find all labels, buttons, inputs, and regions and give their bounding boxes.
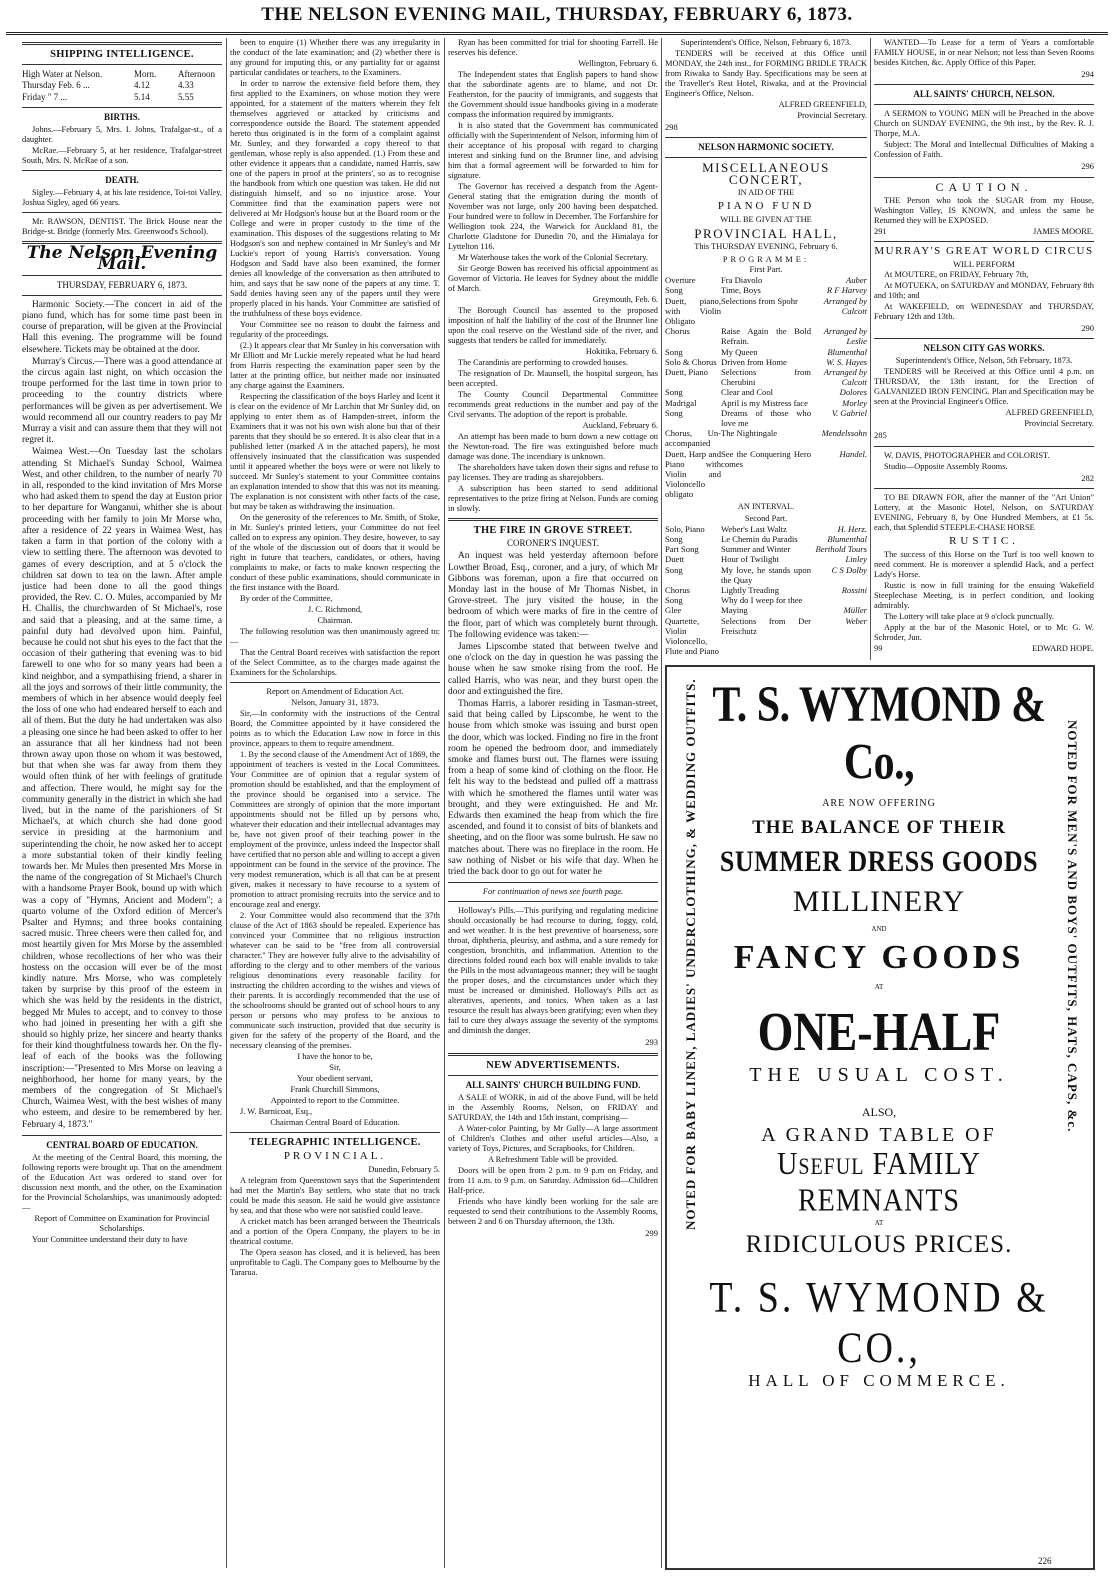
article-paragraph: The Governor has received a despatch from the Agent-General stating that the emigration during the month of November was not large, only 200 having been despatched. Four hundred were to follow in December. The Forfarshire for Wellington took 224, the Warwick for Auckland 81, the Charlotte Gladstone for Dunedin 70, and the Himalaya for Lyttelton 116. — [448, 182, 658, 251]
column-rule — [870, 38, 871, 660]
concert-date: This THURSDAY EVENING, February 6. — [694, 242, 838, 252]
concert-sub: IN AID OF THE — [737, 187, 795, 197]
column-3 — [448, 38, 658, 1568]
programme-kind: Glee — [665, 605, 682, 616]
programme-row — [665, 285, 867, 295]
inquest-heading: CORONER'S INQUEST. — [507, 538, 599, 549]
signature-line: Appointed to report to the Committee. — [270, 1096, 400, 1105]
programme-title: My love, he stands upon the Quay — [721, 564, 811, 585]
programme-row — [665, 367, 867, 387]
article-paragraph: A telegram from Queenstown says that the Superintendent had met the Martin's Bay settlers, who state that no track could be made this season. He said he would give assistance by sea, and that those who were not satisfied could leave. — [230, 1176, 440, 1216]
ad-paragraph: Doors will be open from 2 p.m. to 9 p.m on Friday, and from 11 a.m. to 9 p.m. on Saturday. Admission 6d—Children Half-price. — [448, 1165, 658, 1195]
article-paragraph: The resignation of Dr. Maunsell, the hospital surgeon, has been accepted. — [448, 369, 658, 388]
programme-title — [721, 656, 811, 658]
given-at: WILL BE GIVEN AT THE — [720, 215, 812, 225]
article-paragraph: (2.) It appears clear that Mr Sunley in his conversation with Mr Elliott and Mr Luckie merely repeated what he had heard from Harris respecting the examination paper seen by the latter at the printing office, but neither made nor insinuated any charge against the Examiners. — [230, 341, 440, 390]
new-ads-heading: NEW ADVERTISEMENTS. — [486, 1059, 620, 1071]
ad-line: RIDICULOUS PRICES. — [745, 1231, 1013, 1258]
programme-title: Dreams of those who love me — [721, 407, 811, 429]
programme-row — [665, 347, 867, 357]
programme-composer: Blumenthal — [827, 533, 867, 544]
programme-composer: V. Gabriel — [831, 407, 867, 418]
dateline: Wellington, February 6. — [578, 59, 658, 68]
article-paragraph: Mr Waterhouse takes the work of the Colonial Secretary. — [458, 253, 649, 262]
tide-row: Thursday Feb. 6 ... 4.12 4.33 — [22, 80, 194, 91]
article-paragraph: An attempt has been made to burn down a new cottage on the Newton-road. The fire was extinguished before much damage was done. The incendiary is unknown. — [448, 432, 658, 461]
programme-kind: Duett, Piano — [665, 367, 708, 378]
ad-number: 290 — [1081, 323, 1094, 334]
hall-name: PROVINCIAL HALL, — [694, 226, 838, 242]
programme-title: Fra Diavolo — [721, 275, 763, 286]
ad-line: AT — [874, 1219, 884, 1227]
programme-title: April is my Mistress face — [721, 397, 808, 408]
programme-title: Hour of Twilight — [721, 554, 779, 565]
article-paragraph: Your Committee understand their duty to have — [32, 1235, 188, 1245]
programme-composer: Auber — [845, 275, 867, 286]
column-5 — [874, 38, 1094, 658]
programme-kind: Song — [665, 564, 683, 575]
article-paragraph: The Carandinis are performing to crowded houses. — [458, 358, 629, 367]
tide-header: High Water at Nelson. Morn. Afternoon — [22, 69, 215, 80]
gas-signature: ALFRED GREENFIELD, — [1005, 408, 1094, 418]
ad-line: A GRAND TABLE OF — [761, 1124, 997, 1146]
programme-title: Summer and Winter — [721, 544, 791, 555]
programme-kind: Chorus, Un-accompanied — [665, 428, 721, 449]
programme-row — [665, 326, 867, 346]
programme-composer: C S Dolby — [831, 564, 867, 575]
programme-kind: Chorus — [665, 326, 690, 337]
report-heading: Report of Committee on Examination for Provincial Scholarships. — [34, 1214, 210, 1234]
article-paragraph: Your Committee see no reason to doubt the fairness and regularity of the proceedings. — [230, 320, 440, 339]
signature-line: I have the honor to be, — [297, 1052, 373, 1061]
programme-title: See the Conquering Hero comes — [721, 448, 811, 469]
column-4 — [665, 38, 867, 658]
birth-notice: McRae.—February 5, at her residence, Trafalgar-street South, Mrs. N. McRae of a son. — [22, 146, 222, 166]
programme-title: Selections from Der Freischutz — [721, 615, 811, 636]
masthead: THE NELSON EVENING MAIL, THURSDAY, FEBRUARY 6, 1873. — [261, 4, 853, 25]
article-paragraph: In order to narrow the extensive field before them, they first applied to the Examiners, on whose motion they were appointed, for a statement of the matters wherein they felt themselves aggrieved or attacked by criticisms and correspondence outside the Board. The statement appended hereto thus originated is in the form of a complaint against Mr. Sunley, and they forwarded a copy thereof to that gentleman, whose reply is also appended. (1.) From these and other evidence it appears that a candidate, named Harris, saw one of the papers in proof at the printers', so as to recognise the handbook from which one question was taken. He did not distinguish himself, and so no injustice arose. Your Committee find that the examination papers were not delivered at Mr Hodgson's house but at the Board room or the College and were in proper custody to the time of the examination. This disposes of the suggestions relating to Mr Hodgson's son and nephew contained in Mr Sunley's and Mr Luckie's report of young Harris's conversation. Young Hodgson and Sadd have also been examined, the former denies all knowledge of the conversation as then attributed to him, and says that he saw none of the papers at any time. T. Sadd denies having seen any of the papers until they were properly placed in his hands. Your Committee are satisfied of the truthfulness of these boys evidence. — [230, 79, 440, 318]
signature-line: Your obedient servant, — [297, 1074, 373, 1083]
ad-number: 226 — [1038, 1556, 1052, 1566]
article-paragraph: The Independent states that English papers to hand show that the subordinate agents are to blame, and not Dr. Featherston, for the paucity of immigrants, and suggests that the Government should issue handbooks giving in a moderate compass the information required by immigrants. — [448, 70, 658, 119]
davis-ad: W. DAVIS, PHOTOGRAPHER and COLORIST. — [884, 450, 1050, 460]
column-rule — [444, 38, 445, 1568]
programme-composer: Weber — [845, 615, 867, 626]
programme-kind: Song — [665, 285, 683, 296]
programme-composer: Dolores — [839, 387, 867, 398]
programme-row — [665, 428, 867, 448]
piano-fund: PIANO FUND — [717, 199, 815, 212]
ad-line: Useful FAMILY REMNANTS — [777, 1146, 981, 1219]
raffle-ad: TO BE DRAWN FOR, after the manner of the "Art Union" Lottery, at the Masonic Hotel, Nelson, on SATURDAY EVENING, February 8, by One Hundred Members, at £1 5s. each, that Splendid STEEPLE-CHASE HORSE — [874, 492, 1094, 532]
programme-part-2 — [665, 524, 867, 658]
gas-signature: Provincial Secretary. — [1024, 419, 1094, 429]
ad-side-text-left: NOTED FOR BABY LINEN, LADIES' UNDERCLOTHING, & WEDDING OUTFITS. — [683, 678, 698, 1230]
circus-date: At MOUTERE, on FRIDAY, February 7th, — [884, 270, 1029, 280]
column-2 — [230, 38, 440, 1568]
concert-title: MISCELLANEOUS CONCERT, — [702, 160, 830, 187]
ad-line: ARE NOW OFFERING — [822, 798, 936, 809]
programme-label: PROGRAMME: — [722, 255, 810, 265]
article-paragraph: It is also stated that the Government has communicated officially with the Superintendent of Nelson, informing him of their acceptance of his proposal with regard to charging interest and sinking fund on the Brunner line, and advising him that a formal agreement will be forwarded to him for signature. — [448, 121, 658, 180]
ad-line: ONE-HALF — [757, 1000, 1001, 1063]
signature-line: Sir, — [329, 1063, 341, 1072]
tender-signature: ALFRED GREENFIELD, — [778, 100, 867, 109]
gas-office: Superintendent's Office, Nelson, 5th February, 1873. — [895, 356, 1073, 366]
hall-of-commerce: HALL OF COMMERCE. — [748, 1371, 1010, 1390]
article-paragraph: Harmonic Society.—The concert in aid of the piano fund, which has for some time past been in course of preparation, will be given at the Provincial Hall this evening. The programme will be found elsewhere. Tickets may be obtained at the door. — [22, 299, 222, 355]
ad-number: 291 — [874, 226, 887, 236]
article-paragraph: An inquest was held yesterday afternoon before Lowther Broad, Esq., coroner, and a jury, of which Mr Gibbons was foreman, upon a fire that occurred on Monday last in the house of Mr Thomas Nisbet, in Grove-street. The jury visited the house, in the bedroom of which were marks of fire in the centre of the floor, part of which was completely burnt through. The following evidence was taken:— — [448, 551, 658, 640]
programme-composer: Arranged by Leslie — [823, 326, 867, 347]
programme-row — [665, 534, 867, 544]
report-heading: Report on Amendment of Education Act. — [266, 687, 404, 696]
tender-signature: Provincial Secretary. — [797, 111, 867, 120]
ad-line: THE USUAL COST. — [749, 1064, 1009, 1086]
rustic-name: RUSTIC. — [949, 534, 1019, 547]
programme-row — [665, 595, 867, 605]
ad-number: 299 — [645, 1227, 658, 1238]
programme-kind: Solo, Piano — [665, 523, 705, 534]
article-paragraph: By order of the Committee, — [240, 594, 333, 603]
programme-composer: Arranged by Calcott — [823, 295, 867, 316]
programme-kind: Duett — [665, 554, 685, 565]
programme-composer: Morley — [842, 397, 867, 408]
programme-title: My Queen — [721, 346, 758, 357]
ad-line: FANCY GOODS — [733, 939, 1025, 976]
column-1 — [22, 38, 222, 1568]
programme-composer: Arranged by Calcott — [823, 367, 867, 388]
programme-kind: Overture — [665, 275, 696, 286]
ad-number: 293 — [645, 1037, 658, 1048]
column-rule — [661, 38, 662, 1568]
ad-number: 282 — [1081, 472, 1094, 483]
wanted-ad: WANTED—To Lease for a term of Years a comfortable FAMILY HOUSE, in or near Nelson; not less than Seven Rooms besides Kitchen, &c. Apply Office of this Paper. — [874, 38, 1094, 67]
circus-date: At MOTUEKA, on SATURDAY and MONDAY, February 8th and 10th; and — [874, 281, 1094, 301]
programme-composer — [811, 656, 867, 658]
caution-text: THE Person who took the SUGAR from my House, Washington Valley, IS KNOWN, and unless the same be Returned they will be EXPOSED. — [874, 195, 1094, 225]
article-paragraph: Respecting the classification of the boys Harley and Icent it is clear on the evidence of Mr Larchin that Mr Sunley did, on applying to enter them as of Hampden-street, inform the Examiners that it was not his own wish alone but that of their parents that they should be so entered. It is also clear that in a published letter (marked A in the attached papers), he most offensively insinuated that the classification was suspended until it appeared whether the boys were or were not likely to succeed. Mr Sunley's statement to your Committee contains an explanation intended to show that this was not its meaning. The explanation is not consistent with other facts of the case, but may be taken as withdrawing the insinuation. — [230, 392, 440, 511]
article-paragraph: Murray's Circus.—There was a good attendance at the circus again last night, on which occasion the troupe performed for the last time in town prior to proceeding to the country districts where performances will be given as per advertisement. We would recommend all our country readers to pay Mr Murray a visit and can assure them that they will not regret it. — [22, 356, 222, 446]
ad-paragraph: Friends who have kindly been working for the sale are requested to send their contributions to the Assembly Rooms, between 2 and 6 on Thursday afternoon, the 13th. — [448, 1196, 658, 1226]
programme-title: Maying — [721, 605, 748, 616]
article-paragraph: A subscription has been started to send additional representatives to the prize firing at Nelson. Funds are coming in slowly. — [448, 484, 658, 513]
ad-line: AND — [871, 925, 887, 933]
programme-composer: Müller — [843, 605, 867, 616]
programme-title: Time, Boys — [721, 285, 761, 296]
programme-row — [665, 616, 867, 657]
article-paragraph: James Lipscombe stated that between twelve and one o'clock on the day in question he was passing the house when he saw smoke rising from the roof. He called Harris, who was near, and they burst open the door and extinguished the fire. — [448, 642, 658, 697]
programme-title: Clear and Cool — [721, 387, 774, 398]
tide-row: Friday " 7 ... 5.14 5.55 — [22, 91, 194, 102]
ad-line: SUMMER DRESS GOODS — [719, 844, 1039, 879]
programme-kind: Song — [665, 595, 683, 606]
death-notice: Sigley.—February 4, at his late residence, Toi-toi Valley, Joshua Sigley, aged 66 years. — [22, 188, 222, 208]
programme-composer: Mendelssohn — [821, 428, 867, 439]
article-paragraph: The Borough Council has assented to the proposed imposition of half the liability of the cost of the Brunner line upon the coal reserve on the Westland side of the river, and suggests that tenders be called for immediately. — [448, 306, 658, 345]
first-part-label: First Part. — [749, 265, 783, 275]
programme-kind: Duett, Harp and Piano with Violin and Violoncello obligato — [665, 448, 721, 500]
programme-kind: Song — [665, 387, 683, 398]
programme-title: Le Chemin du Paradis — [721, 533, 798, 544]
programme-kind: Duett, piano, with Violin Obligato — [665, 295, 721, 327]
programme-row — [665, 554, 867, 564]
caution-signature: JAMES MOORE. — [1033, 226, 1094, 236]
shipping-heading: SHIPPING INTELLIGENCE. — [50, 49, 194, 60]
programme-composer: Handel. — [839, 448, 867, 459]
ad-paragraph: A Refreshment Table will be provided. — [488, 1154, 618, 1164]
programme-row — [665, 585, 867, 595]
programme-title: Selections from Cherubini — [721, 367, 811, 388]
raffle-paragraph: Rustic is now in full training for the ensuing Wakefield Steeplechase Meeting, is in perfect condition, and looking admirably. — [874, 581, 1094, 611]
davis-sub: Studio—Opposite Assembly Rooms. — [884, 461, 1008, 471]
ad-side-text-right: NOTED FOR MEN'S AND BOYS' OUTFITS, HATS, CAPS, &c. — [1065, 720, 1080, 1133]
column-rule — [226, 38, 227, 1568]
second-part-label: Second Part. — [744, 513, 788, 523]
programme-row — [665, 296, 867, 327]
tender-text: TENDERS will be received at this Office until MONDAY, the 24th inst., for FORMING BRIDLE TRACK from Riwaka to Sandy Bay. Specifications may be seen at the Traveller's Rest Hotel, Riwaka, and at the Provincial Engineer's Office, Nelson. — [665, 49, 867, 98]
death-heading: DEATH. — [105, 175, 139, 186]
programme-kind: Quartette, Violin Violoncello, Flute and Piano — [665, 615, 719, 657]
dateline: Auckland, February 6. — [582, 421, 658, 430]
programme-row — [665, 387, 867, 397]
dateline: Hokitika, February 6. — [585, 347, 658, 356]
tender-office: Superintendent's Office, Nelson, February 6, 1873. — [680, 38, 852, 47]
programme-row — [665, 449, 867, 500]
article-paragraph: Sir,—In conformity with the instructions of the Central Board, the Committee appointed by it have considered the points as to which the Education Law now in force in this province, appears to them to require amendment. — [230, 709, 440, 748]
sermon-ad: A SERMON to YOUNG MEN will be Preached in the above Church on SUNDAY EVENING, the 9th inst., by the Rev. R. J. Thorpe, M.A. — [874, 109, 1094, 139]
holloway-ad: Holloway's Pills.—This purifying and regulating medicine should occasionally be had recourse to during, foggy, cold, and wet weather. It is the best preventive of hoarseness, sore throat, diphtheria, pleurisy, and asthma, and a sure remedy for congestion, bronchitis, and inflammation. Attention to the directions folded round each box will enable invalids to take the Pills in the most advantageous manner; they will be taught the proper doses, and the circumstances under which they must be increased or diminished. Holloway's Pills act as alteratives, aperients, and tonics. When taken as a last resource the result has always been gratifying; even when they fail to cure they always assuage the severity of the symptoms and diminish the danger. — [448, 906, 658, 1036]
ad-paragraph: A Water-color Painting, by Mr Gully—A large assortment of Children's Clothes and other useful articles—Also, a variety of Toys, Pictures, and Scrapbooks, for Children. — [448, 1123, 658, 1153]
article-paragraph: Waimea West.—On Tuesday last the scholars attending St Michael's Sunday School, Waimea West, and other children, to the number of nearly 70 in all, responded to the kind invitation of Mrs Morse who had asked them to spend the day at Euston prior to her departure for Wanganui, whither she is about proceeding with her family to join Mr Morse who, after a residence of 22 years in Waimea West, has taken a farm in that portion of the colony with a view to settling there. The afternoon was devoted to games of every description, and at 5 o'clock the children sat down to tea on the lawn. After ample justice had been done to all the good things provided, the Rev. C. O. Mules, accompanied by Mr H. Challis, the churchwarden of St Michael's, rose and said that a pleasing, and at the same time, a painful duty had devolved upon him. Painful, because he could not shut his eyes to the fact that the occasion of their gathering that evening was to bid farewell to one who for so many years had been a kind neighbor, and a sympathising friend, a sharer in all the joys and sorrows of their little community, the members of which in her absence would deeply feel the loss of one who had endeared herself to each and all of them. But the duty he had undertaken was also a pleasing one since he had been asked to offer to her an assurance that all her kindness had not been thrown away upon those on whom it was bestowed, but that when she was far away from them they would often think of her with feelings of gratitude and affection. There would, he might say for the community generally in the district in which she had lived, but in the name of the parishioners of St Michael's, at which church she had done good service in presiding at the harmonium and superintending the choir, he now asked her to accept a more substantial token of their kindly feeling towards her. Mr Mules then presented Mrs Morse in the name of the congregation of St Michael's Church with a handsome Prayer Book, bound up with which was a copy of "Hymns, Ancient and Modern"; a quarto volume of the Oxford edition of Mercer's Psalter and Hymns; and three books containing sacred music. Three cheers were then called for, and most heartily given for Mrs Morse by the assembled children, whose recollections of her who was their hostess on the occasion will ever be of the most kindly nature. Mrs Morse, who was completely taken by surprise by this proof of the esteem in which she was held by the residents in the district, begged Mr Mules to accept, and to convey to those who had joined in presenting her with a gift she should so highly prize, her sincere and hearty thanks for their kind thoughtfulness towards her. On the fly-leaf of each of the books was the following inscription:—"Presented to Mrs Morse on leaving a neighborhood, her home for many years, by the members of the congregation of St Michael's Church, Waimea West, with the best wishes of many who esteem, and desire to be remembered by her. February 4, 1873." — [22, 447, 222, 1130]
dateline: Greymouth, Feb. 6. — [592, 295, 658, 304]
programme-composer: Berthold Tours — [815, 544, 867, 555]
gas-text: TENDERS will be Received at this Office until 4 p.m. on THURSDAY, the 13th instant, for the Erection of GALVANIZED IRON FENCING. Plan and Specification may be seen at the Provincial Engineer's Office. — [874, 367, 1094, 407]
circus-heading: MURRAY'S GREAT WORLD CIRCUS — [874, 244, 1094, 257]
article-paragraph: been to enquire (1) Whether there was any irregularity in the conduct of the late examination; and (2) whether there is any ground for imputing this, or any partiality for or against particular candidates or teachers, to the Examiners. — [230, 38, 440, 77]
raffle-paragraph: The Lottery will take place at 9 o'clock punctually. — [884, 612, 1055, 622]
ad-number: 298 — [665, 122, 678, 132]
programme-row — [665, 408, 867, 428]
dateline: THURSDAY, FEBRUARY 6, 1873. — [56, 279, 188, 290]
gas-heading: NELSON CITY GAS WORKS. — [923, 343, 1045, 354]
sermon-subject: Subject: The Moral and Intellectual Difficulties of Making a Confession of Faith. — [874, 140, 1094, 160]
programme-row — [665, 565, 867, 585]
allsaints-fund-heading: ALL SAINTS' CHURCH BUILDING FUND. — [465, 1079, 641, 1090]
paper-title: The Nelson Evening Mail. — [26, 243, 218, 275]
article-paragraph: 1. By the second clause of the Amendment Act of 1869, the appointment of teachers is vested in the Local Committees. Your Committee are of opinion that a regular system of promotion should be established, and that the employment of the province should be organised into a service. The Committees are strongly of opinion that the more important appointments should not be filled up by persons who, whatever their education and their intellectual advantages may be, have not given proof of their teaching power in the employment of the province, unless indeed the Inspector shall have certified that no person able and willing to accept a given appointment can be found in the service of the province. The very modest remuneration, which is all that can be at present given, makes it necessary to have recourse to a system of promotion to attract promising recruits into the service and to encourage zeal and energy. — [230, 750, 440, 909]
programme-row — [665, 544, 867, 554]
programme-title: Weber's Last Waltz — [721, 523, 787, 534]
programme-row — [665, 605, 867, 615]
ad-line: AT — [874, 983, 884, 991]
programme-kind: Song — [665, 346, 683, 357]
article-paragraph: 2. Your Committee would also recommend that the 37th clause of the Act of 1863 should be repealed. Experience has convinced your Committee that no religious instruction whatever can be said to be "free from all controversial character." They are however fully alive to the advisability of affording to the clergy and to other members of the various religious denominations every reasonable facility for instructing the children according to the wishes and views of their parents. It is accordingly recommended that the use of the schoolrooms should be granted out of school hours to any person or persons who may profess to be anxious to communicate such instruction, provided that due security is given for the safety of the property of the Board, and the necessary cleansing of the premises. — [230, 911, 440, 1050]
article-paragraph: The County Council Departmental Committee recommends great reductions in the number and pay of the Civil servants. The adoption of the report is probable. — [448, 390, 658, 419]
firm-name-footer: T. S. WYMOND & CO., — [709, 1273, 1049, 1373]
programme-row — [665, 275, 867, 285]
signature-line: J. W. Barnicoat, Esq., — [240, 1107, 313, 1116]
article-paragraph: At the meeting of the Central Board, this morning, the following reports were brought up. That on the amendment of the Education Act was ordered to stand over for discussion next month, and the other, on the Examination for the Provincial Scholarships, was unanimously adopted:— — [22, 1153, 222, 1213]
programme-row — [665, 357, 867, 367]
programme-composer: Blumenthal — [827, 346, 867, 357]
article-paragraph: On the generosity of the references to Mr. Smith, of Stoke, in Mr. Sunley's printed letters, your Committee do not feel called on to express any opinion. They desire, however, to say of the whole of the discussion out of doors that it would be right in future that teachers, candidates, or others, having complaints to make, or facts to make known respecting the conduct of these public examinations, should communicate in the first instance with the Board. — [230, 513, 440, 592]
caution-heading: CAUTION. — [935, 179, 1033, 194]
ad-number: 294 — [1081, 69, 1094, 79]
article-paragraph: The Opera season has closed, and it is believed, has been unprofitable to Cagli. The Company goes to Melbourne by the Tararua. — [230, 1248, 440, 1278]
report-date: Nelson, January 31, 1873. — [291, 698, 379, 707]
wymond-ad — [700, 672, 1058, 1391]
programme-title: Raise Again the Bold Refrain. — [721, 326, 811, 347]
interval-label: AN INTERVAL. — [737, 501, 795, 511]
births-heading: BIRTHS. — [104, 111, 140, 122]
raffle-paragraph: The success of this Horse on the Turf is too well known to need comment. He is moreover a splendid Hack, and a perfect Lady's Horse. — [874, 550, 1094, 580]
dateline: Dunedin, February 5. — [368, 1165, 440, 1175]
article-paragraph: The following resolution was then unanimously agreed to:— — [230, 627, 440, 646]
programme-kind: Solo & Chorus — [665, 356, 717, 367]
ad-line: MILLINERY — [792, 885, 966, 918]
programme-row — [665, 656, 867, 658]
raffle-paragraph: Apply at the bar of the Masonic Hotel, or to Mr. G. W. Schroder, Jun. — [874, 623, 1094, 643]
article-paragraph: That the Central Board receives with satisfaction the report of the Select Committee, as to the charges made against the Examiners for the Scholarships. — [230, 648, 440, 677]
programme-part-1 — [665, 275, 867, 499]
programme-kind: Song — [665, 533, 683, 544]
harmonic-heading: NELSON HARMONIC SOCIETY. — [698, 142, 834, 153]
ad-number: 99 — [874, 644, 883, 654]
article-paragraph: Thomas Harris, a laborer residing in Tasman-street, said that being called by Lipscombe, he went to the house from which smoke was issuing and burst open the door, which was locked. Finding no fire in the front room he opened the bedroom door, and immediately smoke and flames burst out. The flames were issuing from a heap of some kind of clothing on the floor. He felt his way to the bedstead and pulled off a mattrass with which he smothered the flames until water was brought, and they were extinguished. He and Mr. Edwards then examined the heap from which the fire ascended, and found it to consist of bits of blankets and sheeting, and on the floor was some bulrush. He saw no matches about. There was no fireplace in the room. He saw nothing of Nisbet or his wife that day. When he tried the back door to go out for water he — [448, 699, 658, 878]
programme-kind: Part Song — [665, 544, 699, 555]
programme-row — [665, 524, 867, 534]
ad-number: 285 — [874, 430, 887, 441]
programme-composer: R F Harvey — [826, 285, 867, 296]
programme-row — [665, 398, 867, 408]
programme-title: Driven from Home — [721, 356, 787, 367]
programme-title: Why do I weep for thee — [721, 595, 803, 606]
article-paragraph: A cricket match has been arranged between the Theatricals and a portion of the Opera Company, the players to be in theatrical costume. — [230, 1217, 440, 1247]
dentist-ad: Mr. RAWSON, DENTIST. The Brick House near the Bridge-st. Bridge (formerly Mrs. Greenwood's School). — [22, 217, 222, 237]
programme-kind: Chorus — [665, 584, 690, 595]
ad-line: THE BALANCE OF THEIR — [752, 817, 1006, 838]
ad-paragraph: A SALE of WORK, in aid of the above Fund, will be held in the Assembly Rooms, Nelson, on FRIDAY and SATURDAY, the 14th and 15th instant, comprising— — [448, 1092, 658, 1122]
article-paragraph: Ryan has been committed for trial for shooting Farrell. He reserves his defence. — [448, 38, 658, 57]
programme-title: The Nightingale — [721, 428, 778, 439]
provincial-heading: PROVINCIAL. — [283, 1150, 387, 1163]
circus-date: At WAKEFIELD, on WEDNESDAY and THURSDAY, February 12th and 13th. — [874, 302, 1094, 322]
telegraphic-heading: TELEGRAPHIC INTELLIGENCE. — [249, 1137, 421, 1148]
signature-line: Frank Churchill Simmons, — [290, 1085, 380, 1094]
programme-composer: Rossini — [841, 584, 867, 595]
allsaints-heading: ALL SAINTS' CHURCH, NELSON. — [913, 89, 1055, 100]
article-paragraph: Sir George Bowen has received his official appointment as Governor of Victoria. He leaves for Sydney about the middle of March. — [448, 264, 658, 293]
ad-number: 296 — [1081, 161, 1094, 172]
board-heading: CENTRAL BOARD OF EDUCATION. — [46, 1139, 198, 1150]
programme-kind: Madrigal — [665, 397, 697, 408]
raffle-signature: EDWARD HOPE. — [1032, 644, 1094, 654]
programme-composer — [811, 595, 867, 605]
article-paragraph: The shareholders have taken down their signs and refuse to pay licenses. They are trading as sharejobbers. — [448, 463, 658, 482]
signature-line: Chairman Central Board of Education. — [270, 1118, 400, 1127]
programme-kind: Song — [665, 407, 683, 418]
continuation-note: For continuation of news see fourth page. — [482, 887, 624, 897]
birth-notice: Johns.—February 5, Mrs. I. Johns, Trafalgar-st., of a daughter. — [22, 125, 222, 145]
signature: J. C. Richmond, — [307, 605, 363, 614]
fire-heading: THE FIRE IN GROVE STREET. — [473, 525, 633, 536]
programme-composer: W. S. Hayes — [826, 356, 867, 367]
programme-title: Lightly Treading — [721, 584, 780, 595]
masthead-rule — [6, 32, 1108, 35]
programme-title: Selections from Spohr — [721, 295, 798, 306]
signature-title: Chairman. — [317, 616, 353, 625]
programme-composer: Linley — [845, 554, 867, 565]
programme-composer: H. Herz. — [837, 523, 867, 534]
ad-line: ALSO, — [861, 1105, 897, 1119]
programme-kind — [665, 656, 721, 658]
firm-name: T. S. WYMOND & Co., — [712, 677, 1046, 791]
circus-sub: WILL PERFORM — [953, 260, 1015, 270]
